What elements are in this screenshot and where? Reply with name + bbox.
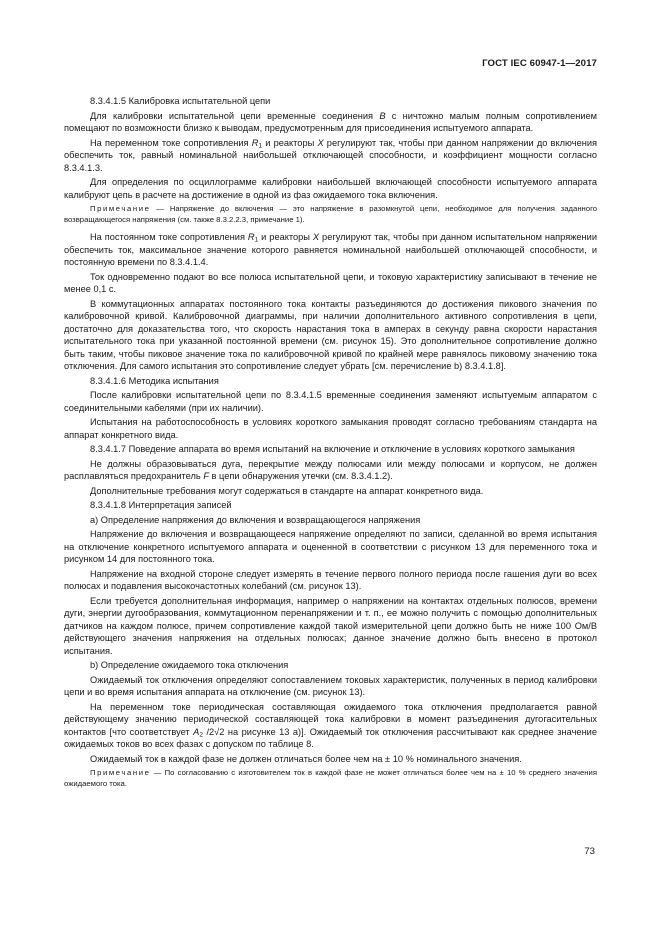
text-segment: На постоянном токе сопротивления xyxy=(90,232,248,242)
body-paragraph: Напряжение на входной стороне следует измерять в течение первого полного периода после гашения дуги во всех полюсах и подавления высокочастотных колебаний (см. рисунок 13). xyxy=(64,568,597,591)
body-paragraph: Если требуется дополнительная информация, например о напряжении на контактах отдельных полюсов, времени дуги, энергии дугообразования, коммутационном перенапряжении и т. п., ее можно получить с помощью дополнительных датчиков на каждом полюсе, причем сопротивление каждой такой измерительной цепи должно быть не ниже 100 Ом/В действующего значения напряжения на отдельных полюсах; данное значение должно быть внесено в протокол испытания. xyxy=(64,595,597,656)
text-segment: На переменном токе сопротивления xyxy=(90,137,252,148)
note-text: — По согласованию с изготовителем ток в каждой фазе не может отличаться более чем на ± 10 % среднего значения ожидаемого тока. xyxy=(64,768,597,788)
body-paragraph: После калибровки испытательной цепи по 8.3.4.1.5 временные соединения заменяют испытуемым аппаратом с соединительными кабелями (при их наличии). xyxy=(64,390,597,413)
note-label: Примечание xyxy=(90,768,151,777)
text-segment: F xyxy=(203,471,209,481)
text-segment: /2√2 на рисунке 13 а)]. Ожидаемый ток отключения рассчитывают как среднее значение ожидаемых токов во всех фазах с допуском по таблице 8. xyxy=(64,726,597,749)
note-text: — Напряжение до включения — это напряжение в разомкнутой цепи, необходимое для получения заданного возвращающегося напряжения (см. также 8.3.2.2.3, примечание 1). xyxy=(64,204,597,224)
page-number: 73 xyxy=(584,846,595,857)
body-paragraph: 8.3.4.1.7 Поведение аппарата во время испытаний на включение и отключение в условиях короткого замыкания xyxy=(90,444,575,454)
text-segment: регулируют так, чтобы при данном испытательном напряжении обеспечить ток, максимальное значение которого равняется номинальной наибольшей отключающей способности, и постоянную времени по 8.3.4.1.4. xyxy=(64,232,597,267)
note-paragraph xyxy=(64,204,597,225)
text-segment: B xyxy=(379,110,386,121)
body-paragraph: a) Определение напряжения до включения и возвращающегося напряжения xyxy=(90,514,421,525)
body-paragraph: Ток одновременно подают во все полюса испытательной цепи, и токовую характеристику записывают в течение не менее 0,1 с. xyxy=(64,271,597,294)
text-segment: 1 xyxy=(254,236,259,244)
text-segment: A xyxy=(193,726,200,737)
body-paragraph: 8.3.4.1.5 Калибровка испытательной цепи xyxy=(90,96,271,106)
page-header: ГОСТ IEC 60947-1—2017 xyxy=(482,58,597,69)
text-segment: X xyxy=(312,232,320,242)
text-segment: и реакторы xyxy=(258,232,313,242)
text-segment: с ничтожно малым полным сопротивлением помещают по возможности близко к выводам, предусмотренным для присоединения испытуемого аппарата. xyxy=(64,110,597,133)
text-segment: регулируют так, чтобы при данном напряжении до включения обеспечить ток, равный номинальной наибольшей отключающей способности, и коэффициент мощности согласно 8.3.4.1.3. xyxy=(64,137,598,173)
body-paragraph xyxy=(64,137,597,175)
document-body xyxy=(64,95,597,795)
body-paragraph: Ожидаемый ток отключения определяют сопоставлением токовых характеристик, полученных в период калибровки цепи и во время испытания аппарата на отключение (см. рисунок 13). xyxy=(64,674,597,697)
body-paragraph xyxy=(64,231,597,269)
body-paragraph: Испытания на работоспособность в условиях короткого замыкания проводят согласно требованиям стандарта на аппарат конкретного вида. xyxy=(64,417,597,440)
body-paragraph: 8.3.4.1.6 Методика испытания xyxy=(90,375,219,386)
text-segment: 2 xyxy=(199,731,203,738)
text-segment: R xyxy=(247,232,255,242)
body-paragraph xyxy=(64,110,597,135)
text-segment: X xyxy=(317,137,324,148)
body-paragraph: Для определения по осциллограмме калибровки наибольшей включающей способности испытуемого аппарата калибруют цепь в расчете на достижение в одной из фаз ожидаемого тока включения. xyxy=(64,177,597,200)
body-paragraph xyxy=(64,458,597,483)
body-paragraph: Дополнительные требования могут содержаться в стандарте на аппарат конкретного вида. xyxy=(90,485,484,496)
text-segment: Для калибровки испытательной цепи временные соединения xyxy=(90,110,380,121)
text-segment: 1 xyxy=(258,142,263,149)
text-segment: Не должны образовываться дуга, перекрытие между полюсами или между полюсами и корпусом, не должен расплавляться предохранитель xyxy=(64,458,597,481)
body-paragraph: b) Определение ожидаемого тока отключения xyxy=(90,660,289,670)
body-paragraph xyxy=(64,701,597,751)
body-paragraph: 8.3.4.1.8 Интерпретация записей xyxy=(90,500,232,510)
body-paragraph: В коммутационных аппаратах постоянного тока контакты разъединяются до достижения пикового значения по калибровочной кривой. Калибровочной диаграммы, при наличии дополнительного активного сопротивления в цепи, достаточно для доказательства того, что скорость нарастания тока в амперах в секунду равна скорости нарастания испытательного тока при указанной постоянной времени (см. рисунок 15). Это дополнительное сопротивление должно быть таким, чтобы пиковое значение тока по калибровочной кривой по крайней мере равнялось пиковому значению тока отключения. Для самого испытания это сопротивление следует убрать [см. перечисление b) 8.3.4.1.8]. xyxy=(64,298,597,371)
body-paragraph: Ожидаемый ток в каждой фазе не должен отличаться более чем на ± 10 % номинального значения. xyxy=(90,753,522,764)
note-paragraph xyxy=(64,768,597,789)
text-segment: На переменном токе периодическая составляющая ожидаемого тока отключения предполагается равной действующему значению периодической составляющей тока калибровки в момент разъединения дугогасительных контактов [что соответствует xyxy=(64,701,597,737)
body-paragraph: Напряжение до включения и возвращающееся напряжение определяют по записи, сделанной во время испытания на отключение конкретного испытуемого аппарата и оцененной в соответствии с рисунком 13 для переменного тока и рисунком 14 для постоянного тока. xyxy=(64,529,597,564)
text-segment: R xyxy=(251,137,259,148)
text-segment: и реакторы xyxy=(262,137,318,148)
note-label: Примечание xyxy=(90,204,151,213)
text-segment: в цепи обнаружения утечки (см. 8.3.4.1.2). xyxy=(208,471,393,481)
